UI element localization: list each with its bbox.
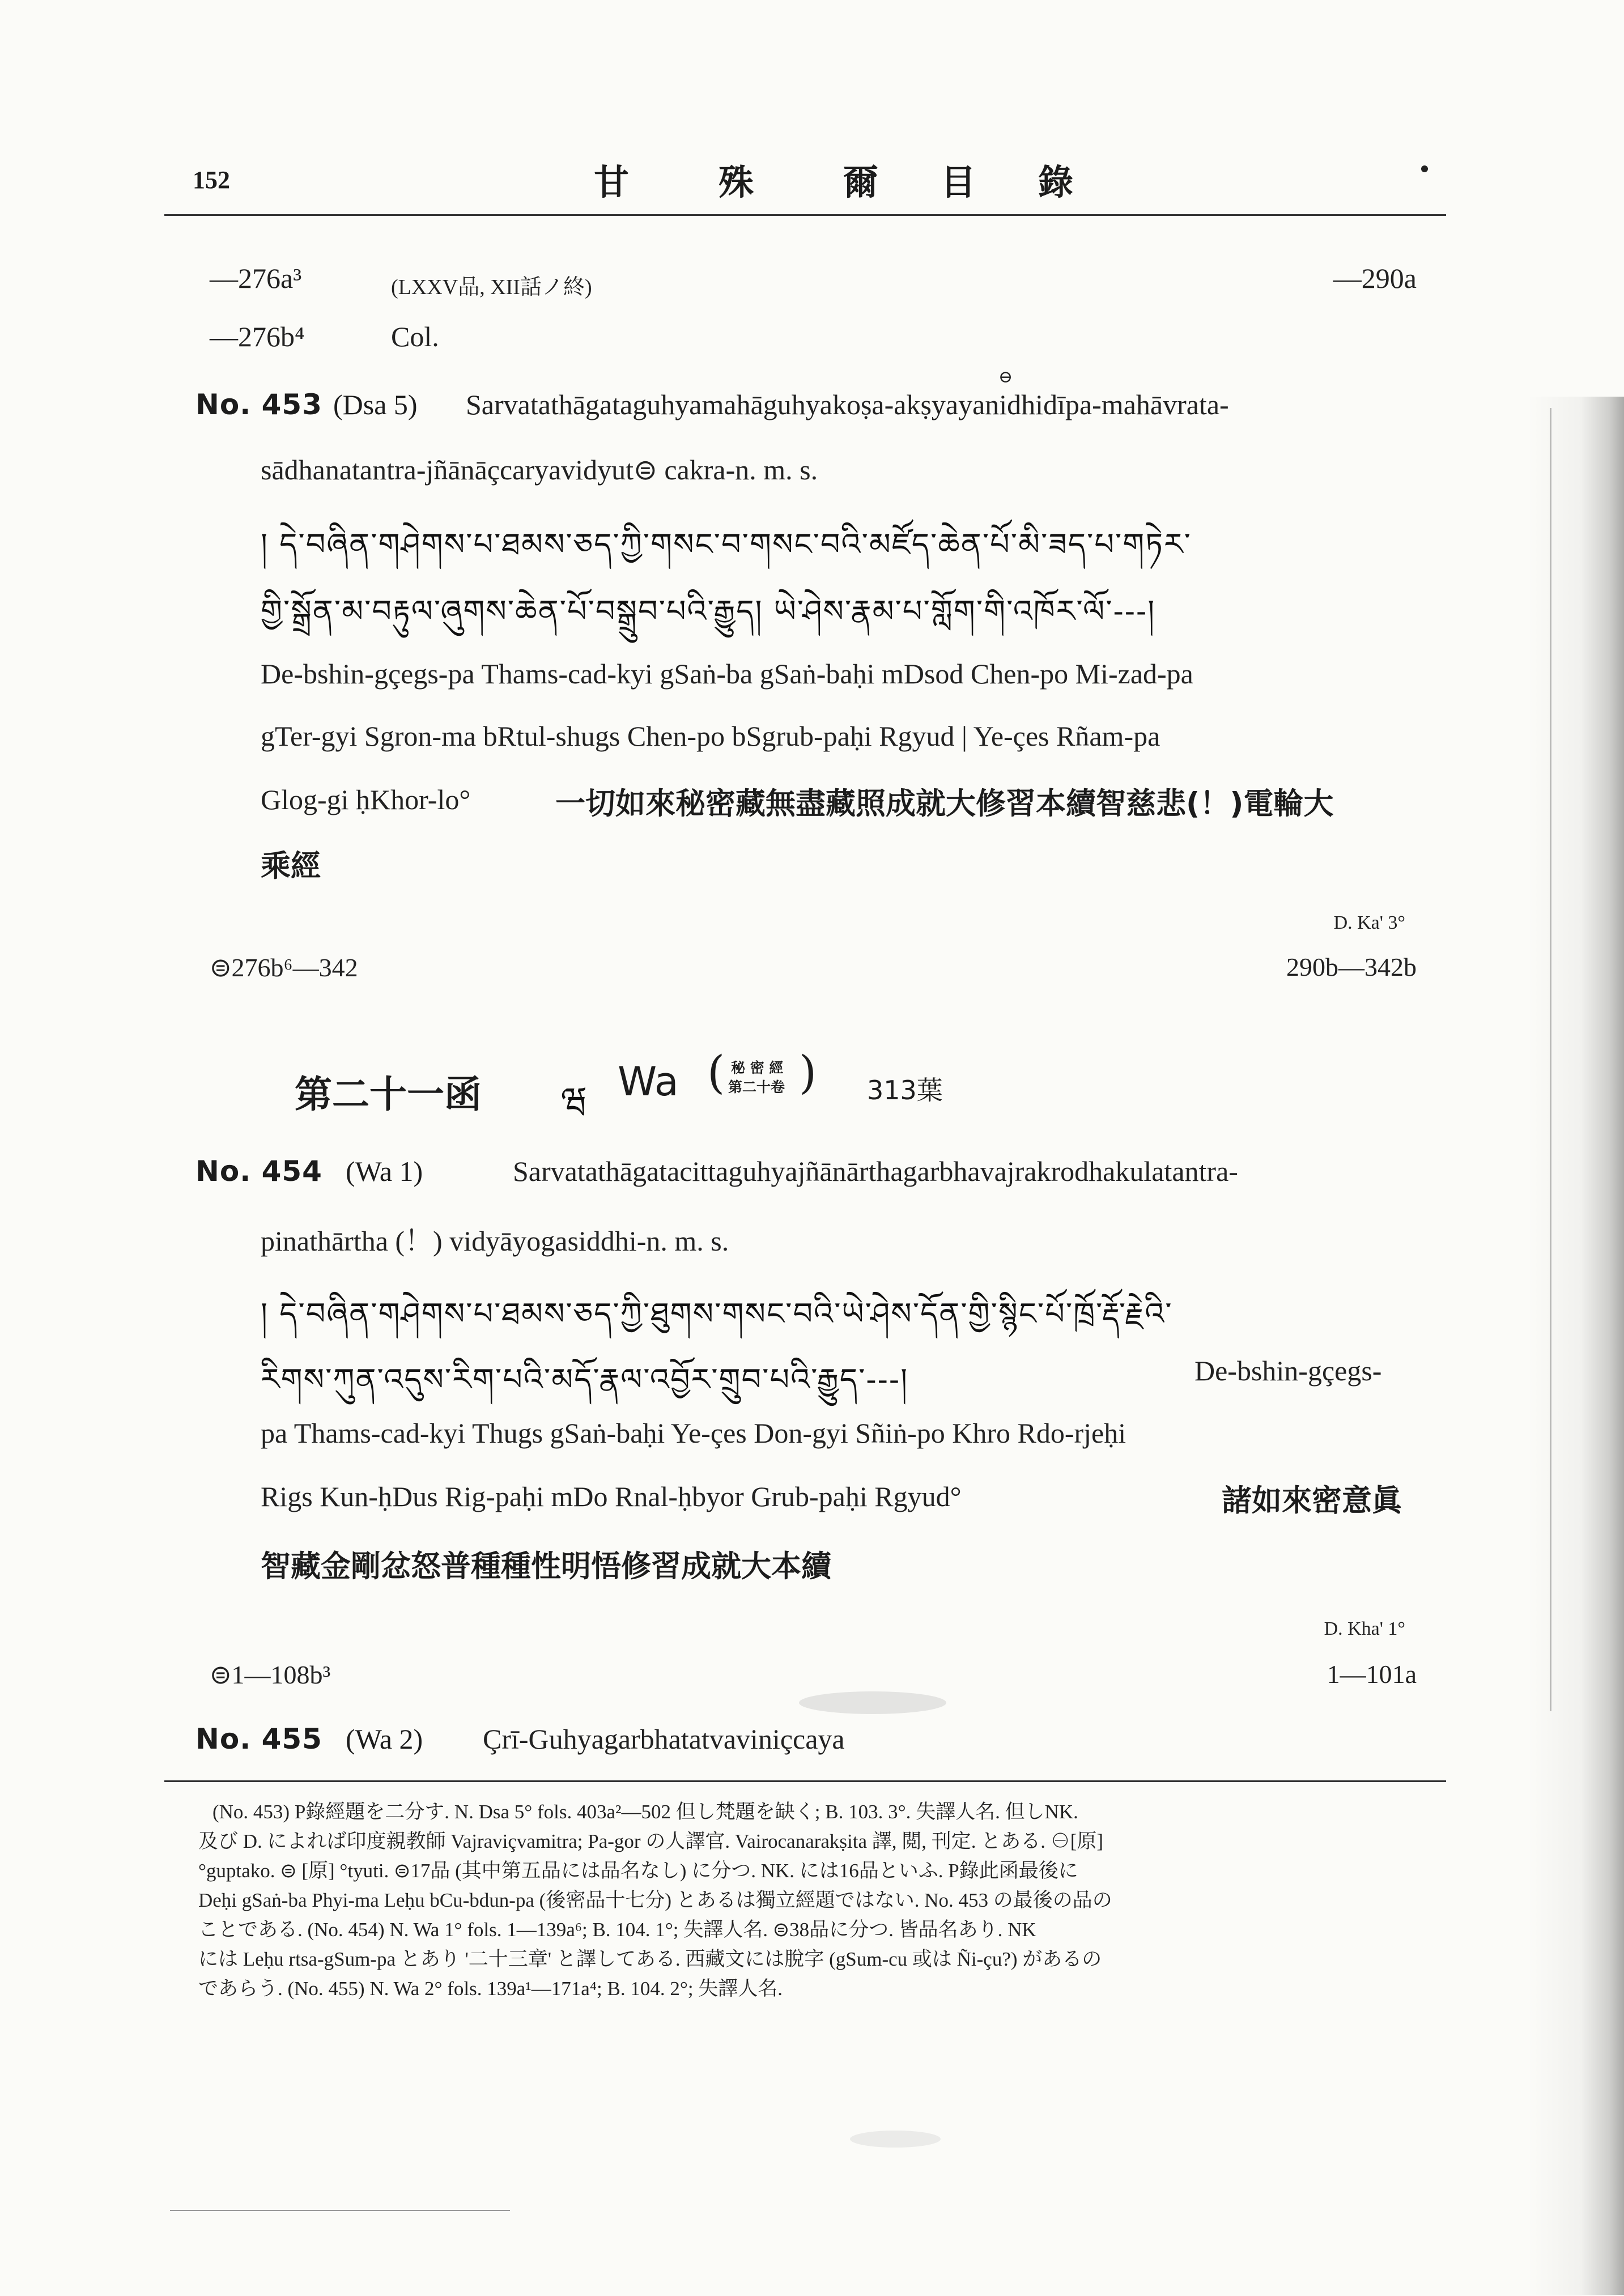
header-title-char-4: 目 [941,161,976,203]
page-number: 152 [193,166,230,194]
prev-colophon: Col. [391,321,439,352]
volume-open-paren: ( [707,1046,725,1099]
sanskrit-title-line1: Sarvatathāgataguhyamahāguhyakoṣa-akṣyayanidhidīpa-mahāvrata- [466,389,1229,420]
header-rule [164,214,1446,216]
tibetan-title-line2: གྱི་སྒྲོན་མ་བརྟུལ་ཞུགས་ཆེན་པོ་བསྒྲུབ་པའི་རྒྱུད། ཡེ་ཤེས་རྣམ་པ་གློག་གི་འཁོར་ལོ་---། [261,593,1156,629]
sanskrit-title-line2: pinathārtha (！) vidyāyogasiddhi-n. m. s. [261,1225,729,1257]
romanized-title-line3: Rigs Kun-ḥDus Rig-paḥi mDo Rnal-ḥbyor Grub-paḥi Rgyud° [261,1481,962,1512]
chinese-title-line1: 諸如來密意眞 [1222,1483,1402,1518]
tibetan-title-line1: ། དེ་བཞིན་གཤེགས་པ་ཐམས་ཅད་ཀྱི་གསང་བ་གསང་བའི་མཛོད་ཆེན་པོ་མི་ཟད་པ་གཏེར་ [261,526,1192,562]
chinese-title-line2: 乘經 [261,849,321,883]
romanized-title-line1: De-bshin-gçegs-pa Thams-cad-kyi gSaṅ-ba gSaṅ-baḥi mDsod Chen-po Mi-zad-pa [261,658,1193,690]
header-title-char-5: 錄 [1038,161,1074,203]
volume-sub-top: 秘 密 經 [731,1060,784,1076]
folio-range-left: ⊜276b⁶—342 [210,953,358,982]
volume-leaves: 313葉 [867,1075,943,1106]
romanized-title-line1: De-bshin-gçegs- [1194,1355,1382,1387]
footnote-line: ことである. (No. 454) N. Wa 1° fols. 1—139a⁶; B. 104. 1°; 失譯人名. ⊜38品に分つ. 皆品名あり. NK [198,1919,1036,1941]
header-title-char-1: 甘 [594,161,630,203]
entry-number: No. 455 [195,1723,322,1755]
page-edge-shadow [1528,397,1624,2295]
volume-close-paren: ) [799,1046,817,1099]
volume-tibetan-letter: ཝ [561,1079,589,1121]
folio-range-right: 290b—342b [1286,953,1417,981]
tibetan-title-line1: ། དེ་བཞིན་གཤེགས་པ་ཐམས་ཅད་ཀྱི་ཐུགས་གསང་བའི་ཡེ་ཤེས་དོན་གྱི་སྙིང་པོ་ཁྲོ་རྡོ་རྗེའི་ [261,1296,1173,1332]
chinese-title-line1: 一切如來秘密藏無盡藏照成就大修習本續智慈悲(！)電輪大 [555,786,1334,821]
volume-latin-letter: Wa [618,1058,679,1105]
romanized-title-line3: Glog-gi ḥKhor-lo° [261,784,471,815]
scan-noise [799,1691,946,1714]
prev-folio-right: —290a [1333,262,1417,294]
scan-noise [850,2131,941,2148]
entry-code: (Dsa 5) [333,389,418,420]
derge-reference: D. Kha' 1° [1324,1618,1405,1639]
footnote-line: であらう. (No. 455) N. Wa 2° fols. 139a¹—171a⁴; B. 104. 2°; 失譯人名. [198,1978,783,2000]
footnote-line: Deḥi gSaṅ-ba Phyi-ma Leḥu bCu-bdun-pa (後密品十七分) とあるは獨立經題ではない. No. 453 の最後の品の [198,1889,1112,1911]
sanskrit-title: Çrī-Guhyagarbhatatvaviniçcaya [483,1723,845,1755]
page-edge-line [1550,408,1551,1711]
entry-number: No. 454 [195,1155,322,1188]
circle-mark: ⊖ [998,367,1013,387]
entry-number: No. 453 [195,388,322,421]
romanized-title-line2: gTer-gyi Sgron-ma bRtul-shugs Chen-po bSgrub-paḥi Rgyud | Ye-çes Rñam-pa [261,720,1160,752]
volume-sub-bottom: 第二十卷 [728,1079,785,1095]
header-title-char-3: 爾 [843,161,879,203]
romanized-title-line2: pa Thams-cad-kyi Thugs gSaṅ-baḥi Ye-çes Don-gyi Sñiṅ-po Khro Rdo-rjeḥi [261,1417,1126,1449]
footnote-line: 及び D. によれば印度親教師 Vajraviçvamitra; Pa-gor の人譯官. Vairocanarakṣita 譯, 閲, 刊定. とある. ⊖[原] [198,1830,1104,1852]
derge-reference: D. Ka' 3° [1333,912,1405,933]
prev-note-line1: (LXXV品, XII話ノ終) [391,275,592,299]
folio-range-left: ⊜1—108b³ [210,1660,331,1689]
footnote-rule [164,1780,1446,1782]
chinese-title-line2: 智藏金剛忿怒普種種性明悟修習成就大本續 [261,1549,831,1584]
sanskrit-title-line2: sādhanatantra-jñānāçcaryavidyut⊜ cakra-n. m. s. [261,454,818,486]
scan-bottom-line [170,2210,510,2211]
header-title-char-2: 殊 [719,161,754,203]
prev-folio-line1: —276a³ [210,262,302,294]
volume-title: 第二十一函 [295,1073,482,1116]
tibetan-title-line2: རིགས་ཀུན་འདུས་རིག་པའི་མདོ་རྣལ་འབྱོར་གྲུབ་པའི་རྒྱུད་---། [261,1362,909,1397]
entry-code: (Wa 2) [346,1723,423,1755]
prev-folio-line2: —276b⁴ [210,321,305,352]
folio-range-right: 1—101a [1327,1660,1417,1689]
sanskrit-title-line1: Sarvatathāgatacittaguhyajñānārthagarbhavajrakrodhakulatantra- [513,1155,1238,1187]
entry-code: (Wa 1) [346,1155,423,1187]
footnote-line: には Leḥu rtsa-gSum-pa とあり '二十三章' と譯してある. 西藏文には脫字 (gSum-cu 或は Ñi-çu?) があるの [198,1948,1102,1970]
header-dot [1421,165,1428,172]
footnote-line: (No. 453) P錄經題を二分す. N. Dsa 5° fols. 403a²—502 但し梵題を缺く; B. 103. 3°. 失譯人名. 但しNK. [212,1801,1078,1823]
footnote-line: °guptako. ⊜ [原] °tyuti. ⊜17品 (其中第五品には品名なし) に分つ. NK. には16品といふ. P錄此函最後に [198,1860,1078,1882]
